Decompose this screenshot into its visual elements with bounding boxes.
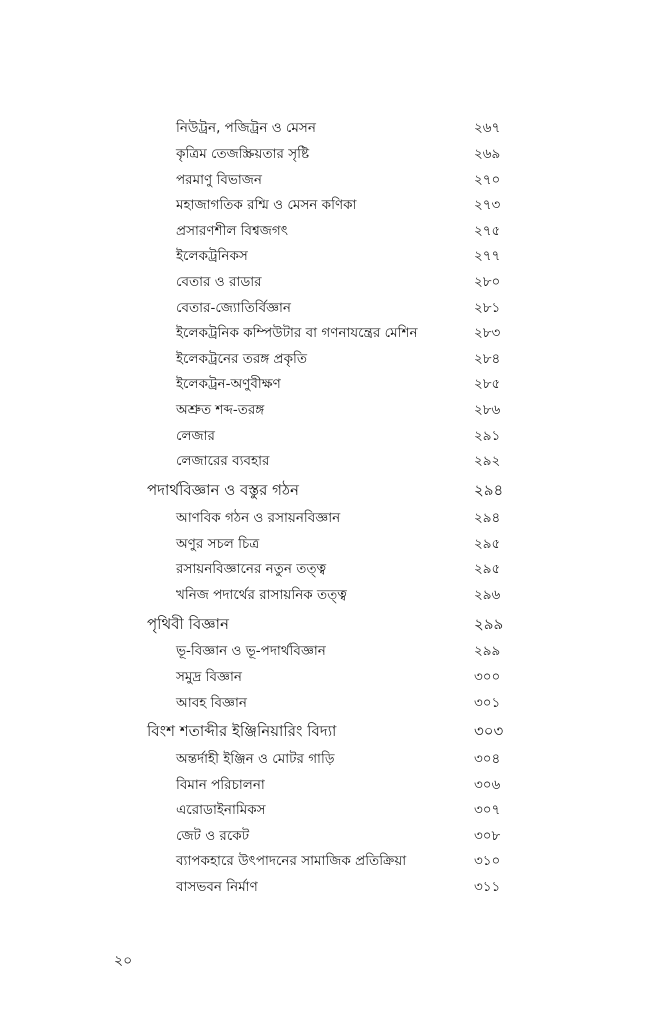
toc-entry-title: নিউট্রন, পজিট্রন ও মেসন	[176, 120, 316, 136]
toc-entry-title: কৃত্রিম তেজস্ক্রিয়তার সৃষ্টি	[176, 146, 310, 162]
toc-entry-title: মহাজাগতিক রশ্মি ও মেসন কণিকা	[176, 197, 357, 213]
toc-entry-page: ২৬৯	[474, 146, 501, 162]
toc-entry-page: ২৮১	[474, 300, 501, 316]
toc-entry	[0, 531, 663, 557]
toc-entry	[0, 638, 663, 664]
toc-entry-page: ২৭৫	[474, 223, 501, 239]
toc-entry-page: ৩০৭	[474, 802, 501, 818]
toc-entry-title: খনিজ পদার্থের রাসায়নিক তত্ত্ব	[176, 587, 347, 603]
toc-entry-title: আবহ বিজ্ঞান	[176, 695, 247, 711]
toc-entry-page: ২৯৯	[474, 643, 501, 659]
toc-entry-title: এরোডাইনামিকস	[176, 802, 266, 818]
toc-entry	[0, 397, 663, 423]
toc-entry	[0, 423, 663, 449]
toc-entry-page: ২৯৫	[474, 536, 501, 552]
toc-section-heading	[0, 718, 663, 744]
toc-entry-page: ২৮৩	[474, 325, 501, 341]
toc-entry-title: লেজার	[176, 428, 215, 444]
toc-entry	[0, 320, 663, 346]
toc-entry-title: ব্যাপকহারে উৎপাদনের সামাজিক প্রতিক্রিয়া	[176, 853, 407, 869]
toc-entry-page: ২৯৬	[474, 587, 501, 603]
toc-entry-page: ৩০৮	[474, 828, 501, 844]
toc-entry	[0, 505, 663, 531]
toc-entry-page: ৩০১	[474, 695, 501, 711]
toc-entry	[0, 192, 663, 218]
toc-entry-title: আণবিক গঠন ও রসায়নবিজ্ঞান	[176, 510, 341, 526]
toc-entry-title: প্রসারণশীল বিশ্বজগৎ	[176, 223, 288, 239]
toc-entry-page: ৩১১	[474, 879, 501, 895]
toc-entry	[0, 115, 663, 141]
toc-entry-title: ইলেকট্রনিকস	[176, 248, 248, 264]
toc-entry-page: ২৯২	[474, 453, 501, 469]
page-number: ২০	[114, 953, 133, 969]
toc-entry-page: ৩০৬	[474, 777, 501, 793]
toc-entry	[0, 243, 663, 269]
toc-entry-title: বেতার ও রাডার	[176, 274, 262, 290]
toc-entry-page: ২৭০	[474, 172, 501, 188]
toc-entry-page: ২৮৬	[474, 402, 501, 418]
toc-entry	[0, 746, 663, 772]
toc-entry	[0, 556, 663, 582]
toc-entry-title: বেতার-জ্যোতির্বিজ্ঞান	[176, 300, 291, 316]
toc-entry	[0, 218, 663, 244]
toc-entry	[0, 823, 663, 849]
toc-entry-page: ২৬৭	[474, 120, 501, 136]
toc-entry-page: ৩১০	[474, 853, 501, 869]
toc-entry-title: অশ্রুত শব্দ-তরঙ্গ	[176, 402, 265, 418]
toc-entry-page: ২৯৫	[474, 561, 501, 577]
toc-entry	[0, 797, 663, 823]
toc-entry-page: ৩০৪	[474, 751, 501, 767]
toc-entry-title: বাসভবন নির্মাণ	[176, 879, 258, 895]
toc-entry-page: ৩০০	[474, 669, 501, 685]
toc-section-title: বিংশ শতাব্দীর ইঞ্জিনিয়ারিং বিদ্যা	[147, 722, 337, 740]
toc-entry-title: জেট ও রকেট	[176, 828, 250, 844]
toc-section-heading	[0, 477, 663, 503]
toc-entry-title: পরমাণু বিভাজন	[176, 172, 262, 188]
toc-entry	[0, 582, 663, 608]
toc-entry	[0, 772, 663, 798]
toc-section-page: ৩০৩	[474, 722, 504, 740]
toc-entry	[0, 371, 663, 397]
toc-entry-page: ২৯৪	[474, 510, 501, 526]
toc-section-heading	[0, 611, 663, 637]
toc-entry	[0, 295, 663, 321]
toc-entry-title: ইলেকট্রনের তরঙ্গ প্রকৃতি	[176, 351, 308, 367]
toc-entry-title: ইলেকট্রন-অণুবীক্ষণ	[176, 376, 281, 392]
toc-entry-title: অন্তর্দাহী ইঞ্জিন ও মোটর গাড়ি	[176, 751, 335, 767]
toc-entry-page: ২৮০	[474, 274, 501, 290]
toc-section-page: ২৯৯	[474, 615, 504, 633]
toc-entry-page: ২৮৫	[474, 376, 501, 392]
toc-entry-title: লেজারের ব্যবহার	[176, 453, 270, 469]
toc-entry-page: ২৯১	[474, 428, 501, 444]
toc-entry	[0, 874, 663, 900]
toc-section-title: পদার্থবিজ্ঞান ও বস্তুর গঠন	[147, 481, 299, 499]
toc-entry-page: ২৭৭	[474, 248, 501, 264]
toc-entry	[0, 167, 663, 193]
toc-entry-page: ২৮৪	[474, 351, 501, 367]
toc-entry-page: ২৭৩	[474, 197, 501, 213]
toc-entry-title: অণুর সচল চিত্র	[176, 536, 260, 552]
toc-entry-title: সমুদ্র বিজ্ঞান	[176, 669, 242, 685]
toc-entry	[0, 448, 663, 474]
toc-entry-title: ভূ-বিজ্ঞান ও ভূ-পদার্থবিজ্ঞান	[176, 643, 326, 659]
toc-entry-title: রসায়নবিজ্ঞানের নতুন তত্ত্ব	[176, 561, 327, 577]
toc-entry	[0, 346, 663, 372]
toc-entry	[0, 848, 663, 874]
toc-section-page: ২৯৪	[474, 481, 504, 499]
toc-entry	[0, 269, 663, 295]
toc-entry	[0, 141, 663, 167]
toc-entry-title: বিমান পরিচালনা	[176, 777, 265, 793]
toc-section-title: পৃথিবী বিজ্ঞান	[147, 615, 229, 633]
toc-entry	[0, 690, 663, 716]
toc-entry-title: ইলেকট্রনিক কম্পিউটার বা গণনাযন্ত্রের মেশিন	[176, 325, 418, 341]
toc-entry	[0, 664, 663, 690]
